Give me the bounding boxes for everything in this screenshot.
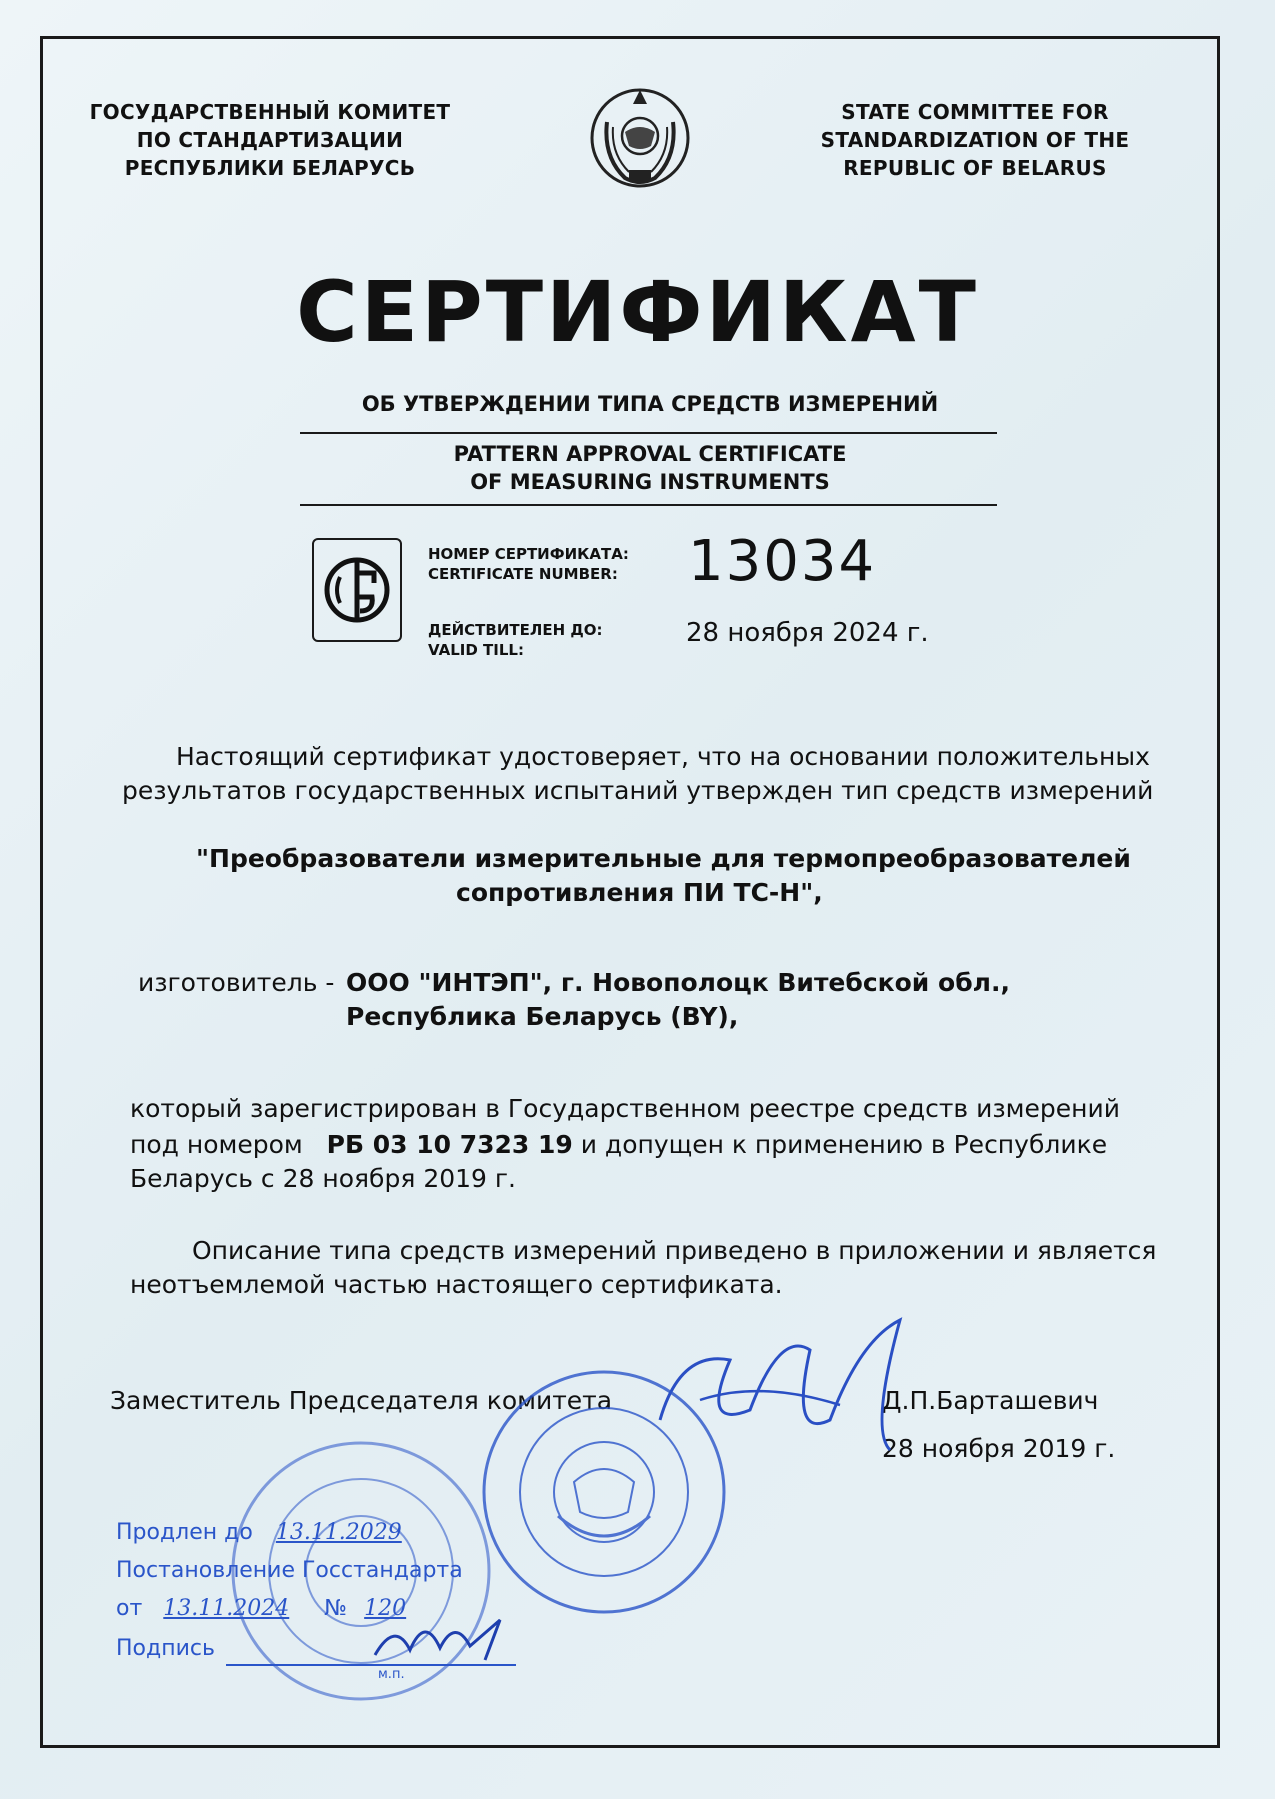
- number-label-ru: НОМЕР СЕРТИФИКАТА:: [428, 545, 629, 563]
- valid-label-en: VALID TILL:: [428, 641, 524, 659]
- decree-date: 13.11.2024: [163, 1596, 290, 1621]
- from-label: от: [116, 1596, 143, 1621]
- manufacturer-label: изготовитель -: [138, 968, 335, 997]
- number-sign: №: [324, 1596, 348, 1621]
- signatory-position: Заместитель Председателя комитета: [110, 1386, 613, 1415]
- header-ru-line: ПО СТАНДАРТИЗАЦИИ: [136, 128, 404, 152]
- registry-line: Беларусь с 28 ноября 2019 г.: [130, 1164, 516, 1193]
- divider: [300, 504, 997, 506]
- description-line: Описание типа средств измерений приведено в приложении и является: [192, 1236, 1157, 1265]
- manufacturer-line: Республика Беларусь (BY),: [346, 1002, 739, 1031]
- official-seal: [478, 1366, 730, 1618]
- certificate-title: СЕРТИФИКАТ: [296, 263, 979, 361]
- registry-line: который зарегистрирован в Государственном реестре средств измерений: [130, 1094, 1120, 1123]
- gosstandart-logo-icon: [312, 538, 402, 642]
- signature-label: Подпись: [116, 1636, 215, 1661]
- instrument-name-line: сопротивления ПИ ТС-Н",: [456, 878, 823, 907]
- certificate-number: 13034: [688, 529, 877, 594]
- signatory-name: Д.П.Барташевич: [882, 1386, 1099, 1415]
- divider: [300, 432, 997, 434]
- decree-line: [116, 1594, 406, 1624]
- intro-line: результатов государственных испытаний утвержден тип средств измерений: [122, 776, 1154, 805]
- description-line: неотъемлемой частью настоящего сертификата.: [130, 1270, 783, 1299]
- decree-label: Постановление Госстандарта: [116, 1558, 463, 1583]
- instrument-name-line: "Преобразователи измерительные для термопреобразователей: [196, 844, 1131, 873]
- header-en-line: STANDARDIZATION OF THE: [820, 128, 1130, 152]
- subtitle-en-line: PATTERN APPROVAL CERTIFICATE: [453, 442, 847, 466]
- header-ru-line: РЕСПУБЛИКИ БЕЛАРУСЬ: [124, 156, 416, 180]
- decree-number: 120: [364, 1596, 407, 1621]
- registry-line: [130, 1128, 1107, 1162]
- registry-suffix: и допущен к применению в Республике: [580, 1130, 1108, 1159]
- number-label-en: CERTIFICATE NUMBER:: [428, 565, 618, 583]
- extended-date: 13.11.2029: [275, 1520, 402, 1545]
- valid-label-ru: ДЕЙСТВИТЕЛЕН ДО:: [428, 621, 603, 639]
- valid-till-date: 28 ноября 2024 г.: [686, 618, 929, 648]
- extension-signature: [370, 1610, 530, 1670]
- manufacturer-line: ООО "ИНТЭП", г. Новополоцк Витебской обл.,: [346, 968, 1010, 997]
- header-ru-line: ГОСУДАРСТВЕННЫЙ КОМИТЕТ: [89, 100, 451, 124]
- header-ru: [70, 98, 470, 182]
- signature-date: 28 ноября 2019 г.: [882, 1434, 1116, 1463]
- belarus-emblem-icon: [585, 82, 695, 194]
- subtitle-ru: ОБ УТВЕРЖДЕНИИ ТИПА СРЕДСТВ ИЗМЕРЕНИЙ: [361, 392, 939, 416]
- header-en-line: REPUBLIC OF BELARUS: [843, 156, 1107, 180]
- registry-number: РБ 03 10 7323 19: [326, 1130, 573, 1159]
- registry-prefix: под номером: [130, 1130, 303, 1159]
- header-en: [780, 98, 1170, 182]
- extended-label: Продлен до: [116, 1520, 253, 1545]
- stamp-mark: м.п.: [378, 1667, 405, 1682]
- header-en-line: STATE COMMITTEE FOR: [841, 100, 1109, 124]
- extension-line: [116, 1518, 402, 1548]
- intro-line: Настоящий сертификат удостоверяет, что на основании положительных: [176, 742, 1150, 771]
- subtitle-en-line: OF MEASURING INSTRUMENTS: [470, 470, 830, 494]
